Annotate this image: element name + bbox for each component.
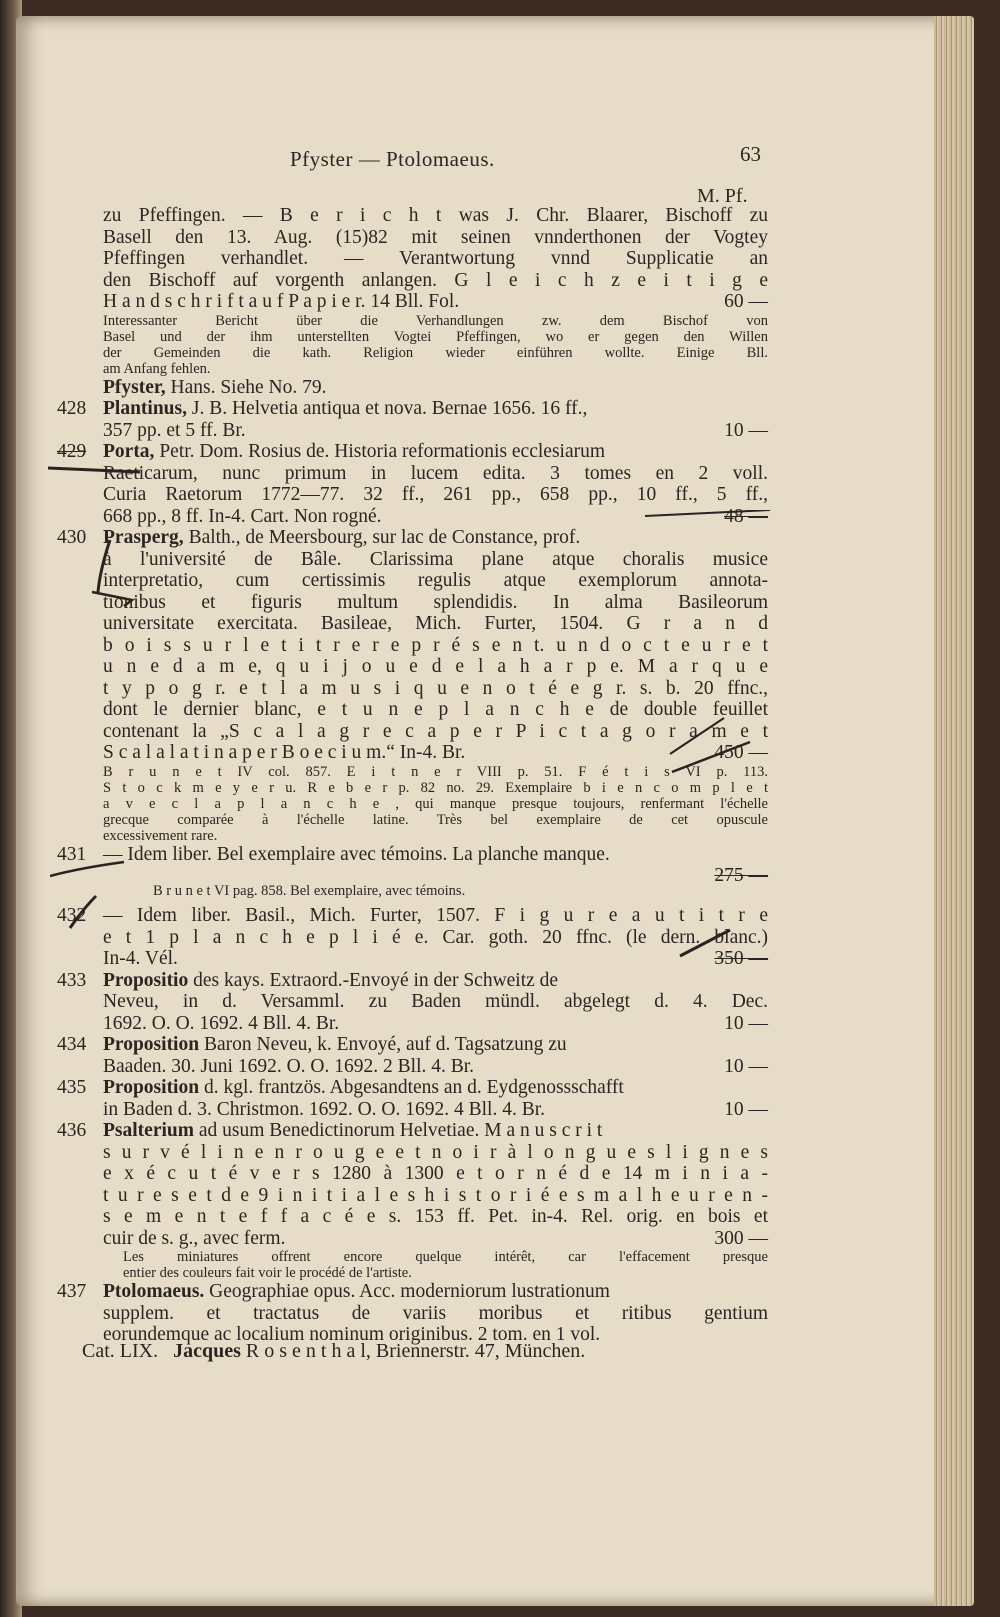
price: 48 — <box>724 505 768 527</box>
entry-line <box>57 905 768 927</box>
publisher-name: Jacques <box>173 1340 241 1362</box>
entry-line: universitate exercitata. Basileae, Mich. Furter, 1504. G r a n d <box>103 613 768 634</box>
entry-name: Propositio <box>103 969 189 991</box>
entry-text: Geographiae opus. Acc. moderniorum lustrationum <box>204 1281 610 1302</box>
note-line: B r u n e t VI pag. 858. Bel exemplaire, avec témoins. <box>153 883 466 899</box>
entry-name: Plantinus, <box>103 398 187 419</box>
entry-line <box>103 291 768 313</box>
price: 450 — <box>714 742 768 763</box>
entry-line <box>103 1099 768 1121</box>
catalog-number: Cat. LIX. <box>82 1340 159 1362</box>
entry-line <box>103 1228 768 1250</box>
entry-line <box>103 1056 768 1078</box>
entry-line: s u r v é l i n e n r o u g e e t n o i r à l o n g u e s l i g n e s <box>103 1141 768 1163</box>
note-line: grecque comparée à l'échelle latine. Très bel exemplaire de cet opuscule <box>103 811 768 828</box>
entry-text: 668 pp., 8 ff. In-4. Cart. Non rogné. <box>103 505 382 527</box>
entry-line: Pfeffingen verhandlet. — Verantwortung vnnd Supplicatie an <box>103 248 768 269</box>
entry-text: Petr. Dom. Rosius de. Historia reformationis ecclesiarum <box>154 441 606 462</box>
entry-number: 436 <box>57 1120 87 1141</box>
note-line: S t o c k m e y e r u. R e b e r p. 82 no. 29. Exemplaire b i e n c o m p l e t <box>103 779 768 796</box>
entry-name: Porta, <box>103 441 155 462</box>
entry-line <box>57 441 768 463</box>
entry-number: 431 <box>57 843 87 865</box>
entry-line <box>57 1281 768 1303</box>
note-line: entier des couleurs fait voir le procédé de l'artiste. <box>123 1265 412 1281</box>
entry-number: 434 <box>57 1034 87 1055</box>
entry-line <box>103 742 768 764</box>
entry-line <box>57 843 768 866</box>
entry-name: Psalterium <box>103 1120 194 1141</box>
entry-text: 357 pp. et 5 ff. Br. <box>103 419 246 441</box>
entry-text: — Idem liber. Basil., Mich. Furter, 1507. F i g u r e a u t i t r e <box>103 905 768 926</box>
price: 60 — <box>724 291 768 312</box>
entry-number: 433 <box>57 969 87 991</box>
entry-text: des kays. Extraord.-Envoyé in der Schweitz de <box>188 969 559 991</box>
entry-text: 1692. O. O. 1692. 4 Bll. 4. Br. <box>103 1012 340 1034</box>
entry-name: Pfyster, <box>103 376 166 398</box>
entry-text: H a n d s c h r i f t a u f P a p i e r. 14 Bll. Fol. <box>103 291 460 312</box>
price: 10 — <box>724 419 768 441</box>
publisher-surname: R o s e n t h a l, <box>245 1340 371 1362</box>
entry-line <box>57 398 768 420</box>
entry-number: 429 <box>57 441 87 462</box>
entry-line <box>103 948 768 970</box>
entry-text: Baaden. 30. Juni 1692. O. O. 1692. 2 Bll. 4. Br. <box>103 1055 475 1077</box>
entry-text: Balth., de Meersbourg, sur lac de Constance, prof. <box>183 527 581 548</box>
page-footer <box>82 1340 742 1363</box>
page-edges <box>934 16 974 1606</box>
entry-text: S c a l a l a t i n a p e r B o e c i u m.“ In-4. Br. <box>103 742 466 763</box>
price: 10 — <box>724 1055 768 1077</box>
entry-line: supplem. et tractatus de variis moribus et ritibus gentium <box>103 1302 768 1324</box>
price: 10 — <box>724 1012 768 1034</box>
entry-line: Raeticarum, nunc primum in lucem edita. 3 tomes en 2 voll. <box>103 462 768 484</box>
entry-line: Basell den 13. Aug. (15)82 mit seinen vnnderthonen der Vogtey <box>103 226 768 248</box>
entry-line: den Bischoff auf vorgenth anlangen. G l e i c h z e i t i g e <box>103 269 768 291</box>
entry-line: interpretatio, cum certissimis regulis atque exemplorum annota- <box>103 570 768 591</box>
entry-line: t y p o g r. e t l a m u s i q u e n o t é e g r. s. b. 20 ffnc., <box>103 677 768 699</box>
entry-number: 428 <box>57 398 87 419</box>
entry-number: 430 <box>57 527 87 548</box>
entry-line <box>57 1120 768 1142</box>
page-number: 63 <box>740 142 761 166</box>
entry-line <box>57 527 768 549</box>
running-head: Pfyster — Ptolomaeus. <box>290 147 495 171</box>
note-line: der Gemeinden die kath. Religion wieder einführen wollte. Einige Bll. <box>103 344 768 361</box>
entry-line: u n e d a m e, q u i j o u e d e l a h a r p e. M a r q u e <box>103 656 768 677</box>
entry-line: Neveu, in d. Versamml. zu Baden mündl. abgelegt d. 4. Dec. <box>103 991 768 1012</box>
entry-text: — Idem liber. Bel exemplaire avec témoins. La planche manque. <box>103 843 610 865</box>
entry-line <box>103 1013 768 1035</box>
catalog-body <box>57 205 768 1346</box>
entry-line <box>103 420 768 442</box>
currency-head: M. Pf. <box>697 185 748 207</box>
cross-reference <box>103 377 768 399</box>
entry-name: Ptolomaeus. <box>103 1281 205 1302</box>
price: 350 — <box>714 948 768 969</box>
entry-line: s e m e n t e f f a c é e s. 153 ff. Pet. in-4. Rel. orig. en bois et <box>103 1206 768 1227</box>
entry-line: t u r e s e t d e 9 i n i t i a l e s h i s t o r i é e s m a l h e u r e n - <box>103 1184 768 1206</box>
entry-text: cuir de s. g., avec ferm. <box>103 1227 286 1249</box>
note-line: Basel und der ihm unterstellten Vogtei Pfeffingen, wo er gegen den Willen <box>103 328 768 345</box>
note-line: a v e c l a p l a n c h e , qui manque presque toujours, renfermant l'échelle <box>103 795 768 812</box>
entry-line: eorundemque ac localium nominum originibus. 2 tom. en 1 vol. <box>103 1324 601 1345</box>
entry-line: zu Pfeffingen. — B e r i c h t was J. Chr. Blaarer, Bischoff zu <box>103 205 768 226</box>
price: 10 — <box>724 1098 768 1120</box>
entry-name: Proposition <box>103 1034 200 1055</box>
entry-line: tionibus et figuris multum splendidis. In alma Basileorum <box>103 591 768 613</box>
entry-line <box>103 506 768 528</box>
entry-line: e x é c u t é v e r s 1280 à 1300 e t o r n é d e 14 m i n i a - <box>103 1163 768 1184</box>
entry-text: in Baden d. 3. Christmon. 1692. O. O. 1692. 4 Bll. 4. Br. <box>103 1098 546 1120</box>
entry-text: Hans. Siehe No. 79. <box>165 376 327 398</box>
entry-name: Proposition <box>103 1077 200 1098</box>
note-line: Interessanter Bericht über die Verhandlungen zw. dem Bischof von <box>103 312 768 329</box>
entry-line <box>57 1034 768 1056</box>
entry-text: J. B. Helvetia antiqua et nova. Bernae 1656. 16 ff., <box>187 398 588 419</box>
entry-text: ad usum Benedictinorum Helvetiae. M a n u s c r i t <box>193 1120 603 1141</box>
note-line: Les miniatures offrent encore quelque intérêt, car l'effacement presque <box>123 1249 768 1265</box>
entry-line: b o i s s u r l e t i t r e r e p r é s e n t. u n d o c t e u r e t <box>103 634 768 656</box>
entry-line: Curia Raetorum 1772—77. 32 ff., 261 pp., 658 pp., 10 ff., 5 ff., <box>103 484 768 505</box>
note-line: excessivement rare. <box>103 827 218 844</box>
entry-line: à l'université de Bâle. Clarissima plane atque choralis musice <box>103 548 768 570</box>
price: 275 — <box>714 865 768 886</box>
entry-number: 435 <box>57 1077 87 1098</box>
publisher-address: Briennerstr. 47, München. <box>375 1340 586 1362</box>
entry-name: Prasperg, <box>103 527 184 548</box>
entry-number: 437 <box>57 1281 87 1302</box>
entry-line <box>103 865 768 886</box>
entry-text: In-4. Vél. <box>103 948 178 969</box>
entry-number: 432 <box>57 905 87 926</box>
entry-line <box>57 969 768 992</box>
entry-line: contenant la „S c a l a g r e c a p e r P i c t a g o r a m e t <box>103 720 768 742</box>
price: 300 — <box>714 1227 768 1249</box>
entry-line: dont le dernier blanc, e t u n e p l a n c h e de double feuillet <box>103 699 768 720</box>
entry-text: d. kgl. frantzös. Abgesandtens an d. Eydgenossschafft <box>199 1077 624 1098</box>
note-line: am Anfang fehlen. <box>103 360 211 377</box>
note-line: B r u n e t IV col. 857. E i t n e r VIII p. 51. F é t i s VI p. 113. <box>103 763 768 780</box>
entry-line: e t 1 p l a n c h e p l i é e. Car. goth. 20 ffnc. (le dern. blanc.) <box>103 926 768 948</box>
entry-text: Baron Neveu, k. Envoyé, auf d. Tagsatzung zu <box>199 1034 567 1055</box>
entry-line <box>57 1077 768 1099</box>
